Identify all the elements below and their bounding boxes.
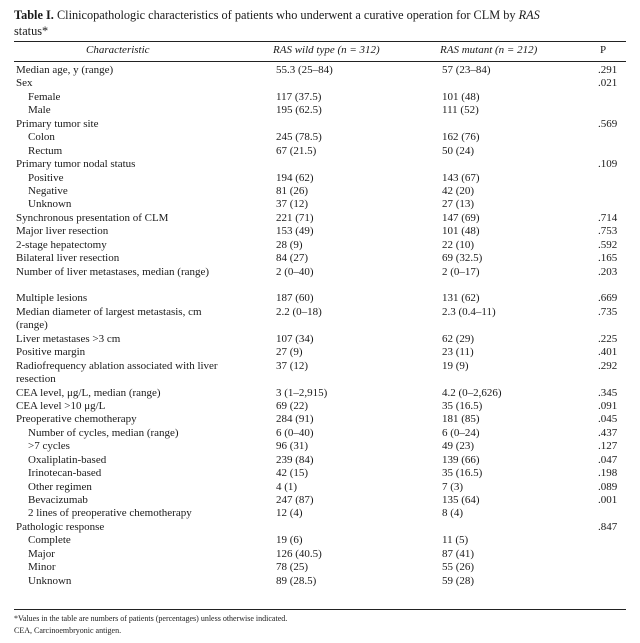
table-row	[14, 507, 626, 520]
cell-ras-mutant: 23 (11)	[442, 346, 474, 359]
cell-p-value: .021	[598, 77, 618, 90]
cell-p-value: .225	[598, 332, 618, 345]
table-row	[14, 104, 626, 117]
table-row	[14, 427, 626, 440]
table-row	[14, 77, 626, 90]
table-row	[14, 145, 626, 158]
cell-ras-wild: 2 (0–40)	[276, 265, 314, 278]
cell-ras-wild: 37 (12)	[276, 359, 309, 372]
table-row	[14, 333, 626, 346]
cell-ras-mutant: 55 (26)	[442, 561, 475, 574]
table-row	[14, 266, 626, 293]
row-label: CEA level, μg/L, median (range)	[16, 386, 161, 399]
table-row	[14, 64, 626, 77]
table-caption	[14, 7, 626, 39]
cell-ras-wild: 245 (78.5)	[276, 131, 322, 144]
cell-p-value: .735	[598, 305, 618, 318]
row-label: Sex	[16, 77, 33, 90]
cell-ras-mutant: 35 (16.5)	[442, 467, 483, 480]
row-label: Liver metastases >3 cm	[16, 332, 121, 345]
table-row	[14, 198, 626, 211]
cell-ras-wild: 96 (31)	[276, 440, 309, 453]
cell-ras-wild: 19 (6)	[276, 534, 303, 547]
cell-ras-mutant: 49 (23)	[442, 440, 475, 453]
cell-p-value: .753	[598, 225, 618, 238]
row-label: Colon	[28, 131, 55, 144]
table-row	[14, 561, 626, 574]
table-row	[14, 454, 626, 467]
cell-ras-mutant: 147 (69)	[442, 211, 480, 224]
cell-ras-wild: 221 (71)	[276, 211, 314, 224]
cell-ras-wild: 78 (25)	[276, 561, 309, 574]
row-label: Synchronous presentation of CLM	[16, 211, 169, 224]
table-row	[14, 292, 626, 305]
table-row	[14, 400, 626, 413]
table-caption-line2: status*	[14, 24, 49, 38]
table-row	[14, 494, 626, 507]
row-label: Bevacizumab	[28, 494, 88, 507]
cell-ras-wild: 3 (1–2,915)	[276, 386, 328, 399]
table-row	[14, 548, 626, 561]
cell-ras-wild: 194 (62)	[276, 171, 314, 184]
cell-p-value: .127	[598, 440, 618, 453]
cell-ras-wild: 37 (12)	[276, 198, 309, 211]
table-row	[14, 360, 626, 387]
row-label: Pathologic response	[16, 520, 105, 533]
table-row	[14, 387, 626, 400]
cell-ras-mutant: 11 (5)	[442, 534, 469, 547]
row-label: Complete	[28, 534, 71, 547]
cell-ras-mutant: 7 (3)	[442, 480, 464, 493]
row-label: Number of cycles, median (range)	[28, 426, 179, 439]
cell-ras-wild: 12 (4)	[276, 507, 303, 520]
header-rule	[14, 61, 626, 62]
table-row	[14, 239, 626, 252]
cell-ras-wild: 89 (28.5)	[276, 574, 317, 587]
row-label: Unknown	[28, 198, 72, 211]
cell-ras-mutant: 87 (41)	[442, 547, 475, 560]
table-row	[14, 481, 626, 494]
row-label: 2 lines of preoperative chemotherapy	[28, 507, 192, 520]
row-label: Unknown	[28, 574, 72, 587]
cell-p-value: .592	[598, 238, 618, 251]
table-row	[14, 534, 626, 547]
cell-ras-wild: 69 (22)	[276, 399, 309, 412]
cell-ras-wild: 117 (37.5)	[276, 90, 322, 103]
cell-ras-wild: 247 (87)	[276, 494, 314, 507]
cell-p-value: .203	[598, 265, 618, 278]
table-row	[14, 172, 626, 185]
cell-ras-wild: 42 (15)	[276, 467, 309, 480]
table-row	[14, 575, 626, 588]
row-label: Primary tumor site	[16, 117, 99, 130]
cell-ras-wild: 67 (21.5)	[276, 144, 317, 157]
footnote-values: *Values in the table are numbers of patients (percentages) unless otherwise indicated.	[14, 614, 288, 623]
cell-p-value: .345	[598, 386, 618, 399]
cell-ras-wild: 6 (0–40)	[276, 426, 314, 439]
table-row	[14, 131, 626, 144]
cell-ras-mutant: 57 (23–84)	[442, 64, 491, 76]
table-row	[14, 225, 626, 238]
row-label: 2-stage hepatectomy	[16, 238, 107, 251]
cell-p-value: .569	[598, 117, 618, 130]
cell-ras-mutant: 111 (52)	[442, 104, 479, 117]
cell-ras-mutant: 181 (85)	[442, 413, 480, 426]
footnote-cea: CEA, Carcinoembryonic antigen.	[14, 626, 122, 635]
cell-p-value: .045	[598, 413, 618, 426]
table-row	[14, 306, 626, 333]
cell-ras-wild: 153 (49)	[276, 225, 314, 238]
table-header-row	[14, 42, 626, 61]
cell-ras-wild: 187 (60)	[276, 292, 314, 305]
row-label: Female	[28, 90, 61, 103]
cell-p-value: .847	[598, 520, 618, 533]
table-caption-italic: RAS	[518, 8, 540, 22]
cell-p-value: .714	[598, 211, 618, 224]
row-label: Negative	[28, 184, 68, 197]
cell-ras-mutant: 2.3 (0.4–11)	[442, 305, 496, 318]
row-label: Multiple lesions	[16, 292, 88, 305]
row-label: Positive	[28, 171, 64, 184]
cell-ras-wild: 239 (84)	[276, 453, 314, 466]
table-row	[14, 252, 626, 265]
cell-ras-mutant: 139 (66)	[442, 453, 480, 466]
cell-ras-mutant: 42 (20)	[442, 184, 475, 197]
row-label: Number of liver metastases, median (range)	[16, 265, 210, 278]
table-footnotes	[14, 613, 626, 637]
cell-ras-mutant: 19 (9)	[442, 359, 469, 372]
table-row	[14, 118, 626, 131]
table-caption-label: Table I.	[14, 8, 54, 22]
row-label: Male	[28, 104, 51, 117]
cell-ras-mutant: 22 (10)	[442, 238, 475, 251]
row-label: Positive margin	[16, 346, 86, 359]
row-label: Median diameter of largest metastasis, cm (range)	[16, 305, 202, 332]
table-row	[14, 413, 626, 426]
row-label: CEA level >10 μg/L	[16, 399, 106, 412]
cell-ras-mutant: 101 (48)	[442, 90, 480, 103]
cell-ras-wild: 27 (9)	[276, 346, 303, 359]
table-caption-text: Clinicopathologic characteristics of patients who underwent a curative operation for CLM by	[56, 8, 516, 22]
row-label: Minor	[28, 561, 56, 574]
table-row	[14, 158, 626, 171]
table-row	[14, 91, 626, 104]
row-label: Radiofrequency ablation associated with liver resection	[16, 359, 218, 386]
row-label: Major liver resection	[16, 225, 109, 238]
cell-p-value: .401	[598, 346, 618, 359]
table-row	[14, 212, 626, 225]
cell-ras-wild: 195 (62.5)	[276, 104, 322, 117]
cell-p-value: .291	[598, 64, 618, 76]
row-label: Rectum	[28, 144, 63, 157]
cell-ras-mutant: 2 (0–17)	[442, 265, 480, 278]
cell-p-value: .109	[598, 158, 618, 171]
row-label: Primary tumor nodal status	[16, 158, 136, 171]
cell-ras-mutant: 69 (32.5)	[442, 252, 483, 265]
table-row	[14, 521, 626, 534]
cell-ras-mutant: 62 (29)	[442, 332, 475, 345]
cell-ras-mutant: 162 (76)	[442, 131, 480, 144]
row-label: Major	[28, 547, 55, 560]
cell-ras-wild: 107 (34)	[276, 332, 314, 345]
cell-p-value: .047	[598, 453, 618, 466]
table-row	[14, 185, 626, 198]
cell-ras-mutant: 135 (64)	[442, 494, 480, 507]
header-characteristic: Characteristic	[86, 44, 150, 56]
cell-p-value: .001	[598, 494, 618, 507]
cell-ras-mutant: 35 (16.5)	[442, 399, 483, 412]
row-label: Bilateral liver resection	[16, 252, 120, 265]
cell-ras-wild: 4 (1)	[276, 480, 298, 493]
header-p-value: P	[600, 44, 607, 56]
cell-ras-mutant: 8 (4)	[442, 507, 464, 520]
cell-p-value: .165	[598, 252, 618, 265]
table-row	[14, 346, 626, 359]
cell-p-value: .669	[598, 292, 618, 305]
cell-ras-mutant: 27 (13)	[442, 198, 475, 211]
row-label: Other regimen	[28, 480, 92, 493]
cell-ras-wild: 28 (9)	[276, 238, 303, 251]
table-row	[14, 440, 626, 453]
cell-ras-wild: 126 (40.5)	[276, 547, 322, 560]
table-body	[14, 64, 626, 588]
row-label: >7 cycles	[28, 440, 70, 453]
table-row	[14, 467, 626, 480]
row-label: Median age, y (range)	[16, 64, 114, 76]
cell-ras-mutant: 4.2 (0–2,626)	[442, 386, 502, 399]
cell-ras-wild: 55.3 (25–84)	[276, 64, 333, 76]
header-ras-wild: RAS wild type (n = 312)	[273, 44, 380, 56]
cell-ras-mutant: 50 (24)	[442, 144, 475, 157]
header-ras-mutant: RAS mutant (n = 212)	[440, 44, 538, 56]
cell-p-value: .292	[598, 359, 618, 372]
cell-p-value: .091	[598, 399, 618, 412]
cell-ras-mutant: 6 (0–24)	[442, 426, 480, 439]
row-label: Preoperative chemotherapy	[16, 413, 137, 426]
row-label: Oxaliplatin-based	[28, 453, 107, 466]
cell-p-value: .089	[598, 480, 618, 493]
cell-ras-wild: 284 (91)	[276, 413, 314, 426]
cell-ras-wild: 81 (26)	[276, 184, 309, 197]
cell-ras-mutant: 101 (48)	[442, 225, 480, 238]
cell-p-value: .198	[598, 467, 618, 480]
cell-ras-wild: 84 (27)	[276, 252, 309, 265]
row-label: Irinotecan-based	[28, 467, 102, 480]
cell-p-value: .437	[598, 426, 618, 439]
cell-ras-mutant: 143 (67)	[442, 171, 480, 184]
cell-ras-mutant: 59 (28)	[442, 574, 475, 587]
cell-ras-mutant: 131 (62)	[442, 292, 480, 305]
cell-ras-wild: 2.2 (0–18)	[276, 305, 322, 318]
bottom-rule	[14, 609, 626, 610]
